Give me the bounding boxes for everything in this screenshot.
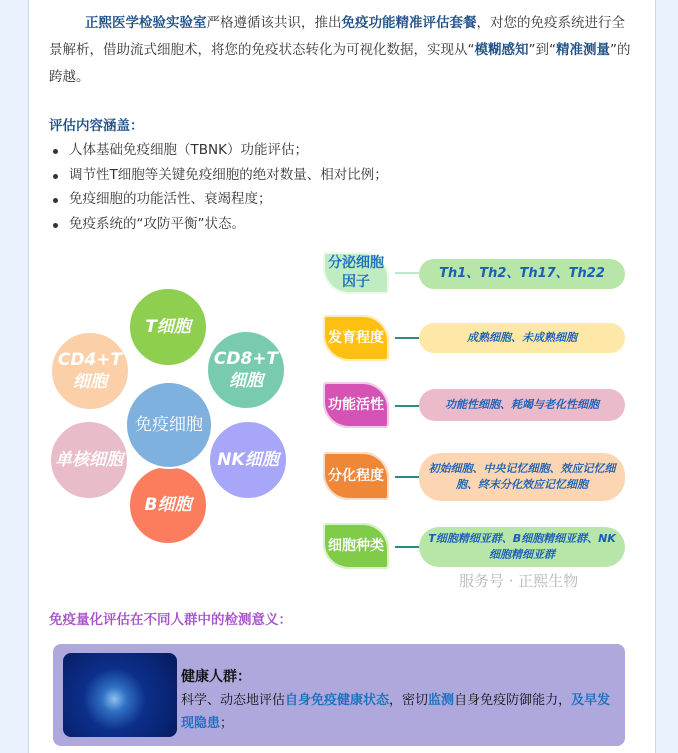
lab-name: 正熙医学检验实验室: [85, 15, 207, 31]
intro-text: ”到“: [528, 42, 556, 58]
tag-cell-type: 细胞种类: [323, 523, 389, 569]
petal-cd4-t-cell: CD4+T细胞: [50, 331, 130, 411]
list-item: 免疫系统的“攻防平衡”状态。: [49, 212, 388, 237]
desc-development: 成熟细胞、未成熟细胞: [419, 323, 625, 353]
significance-heading: 免疫量化评估在不同人群中的检测意义：: [49, 612, 292, 628]
intro-emphasis: 模糊感知: [474, 42, 529, 58]
highlight: 监测: [428, 693, 455, 708]
highlight: 自身免疫健康状态: [285, 693, 390, 708]
tag-development: 发育程度: [323, 315, 389, 361]
text: 自身免疫防御能力，: [454, 693, 572, 708]
petal-nk-cell: NK细胞: [208, 420, 288, 500]
list-item: 免疫细胞的功能活性、衰竭程度；: [49, 187, 388, 212]
petal-monocyte: 单核细胞: [49, 420, 129, 500]
connector: [395, 405, 419, 407]
card-title: 健康人群：: [181, 669, 251, 685]
desc-differentiation: 初始细胞、中央记忆细胞、效应记忆细胞、终末分化效应记忆细胞: [419, 453, 625, 501]
connector: [395, 476, 419, 478]
intro-text: 严格遵循该共识，推出: [206, 15, 342, 31]
diagram-center: 免疫细胞: [125, 381, 213, 469]
intro-text: ，对您的免疫系统进行全景解析，借助流式细胞术，将您的免疫状态转化为可视化数据，实现从“: [49, 15, 625, 58]
healthy-group-card: [53, 644, 625, 746]
virus-image: [63, 653, 177, 737]
watermark: 服务号 · 正熙生物: [459, 572, 579, 590]
petal-cd8-t-cell: CD8+T细胞: [206, 330, 286, 410]
text: ；: [220, 716, 234, 731]
connector: [395, 337, 419, 339]
text: ，密切: [389, 693, 429, 708]
desc-function: 功能性细胞、耗竭与老化性细胞: [419, 389, 625, 421]
intro-text: ”的跨越。: [49, 42, 631, 85]
package-name: 免疫功能精准评估套餐: [341, 15, 477, 31]
list-item: 调节性T细胞等关键免疫细胞的绝对数量、相对比例；: [49, 163, 388, 188]
card-text: [181, 689, 621, 735]
intro-emphasis: 精准测量: [556, 42, 610, 58]
tag-function: 功能活性: [323, 382, 389, 428]
petal-b-cell: B细胞: [128, 465, 208, 545]
desc-cell-type: T细胞精细亚群、B细胞精细亚群、NK细胞精细亚群: [419, 527, 625, 567]
tag-differentiation: 分化程度: [323, 452, 389, 500]
text: 科学、动态地评估: [181, 693, 286, 708]
article-body: [28, 0, 656, 753]
desc-cytokines: Th1、Th2、Th17、Th22: [419, 259, 625, 289]
scope-list: [49, 138, 388, 236]
connector: [395, 272, 419, 274]
scope-heading: 评估内容涵盖：: [49, 118, 144, 134]
petal-t-cell: T细胞: [128, 287, 208, 367]
highlight: 及早发现隐患: [181, 693, 611, 731]
list-item: 人体基础免疫细胞（TBNK）功能评估；: [49, 138, 388, 163]
tag-cytokines: 分泌细胞因子: [323, 252, 389, 294]
connector: [395, 546, 419, 548]
intro-paragraph: [49, 10, 631, 91]
card-content: [181, 666, 621, 735]
